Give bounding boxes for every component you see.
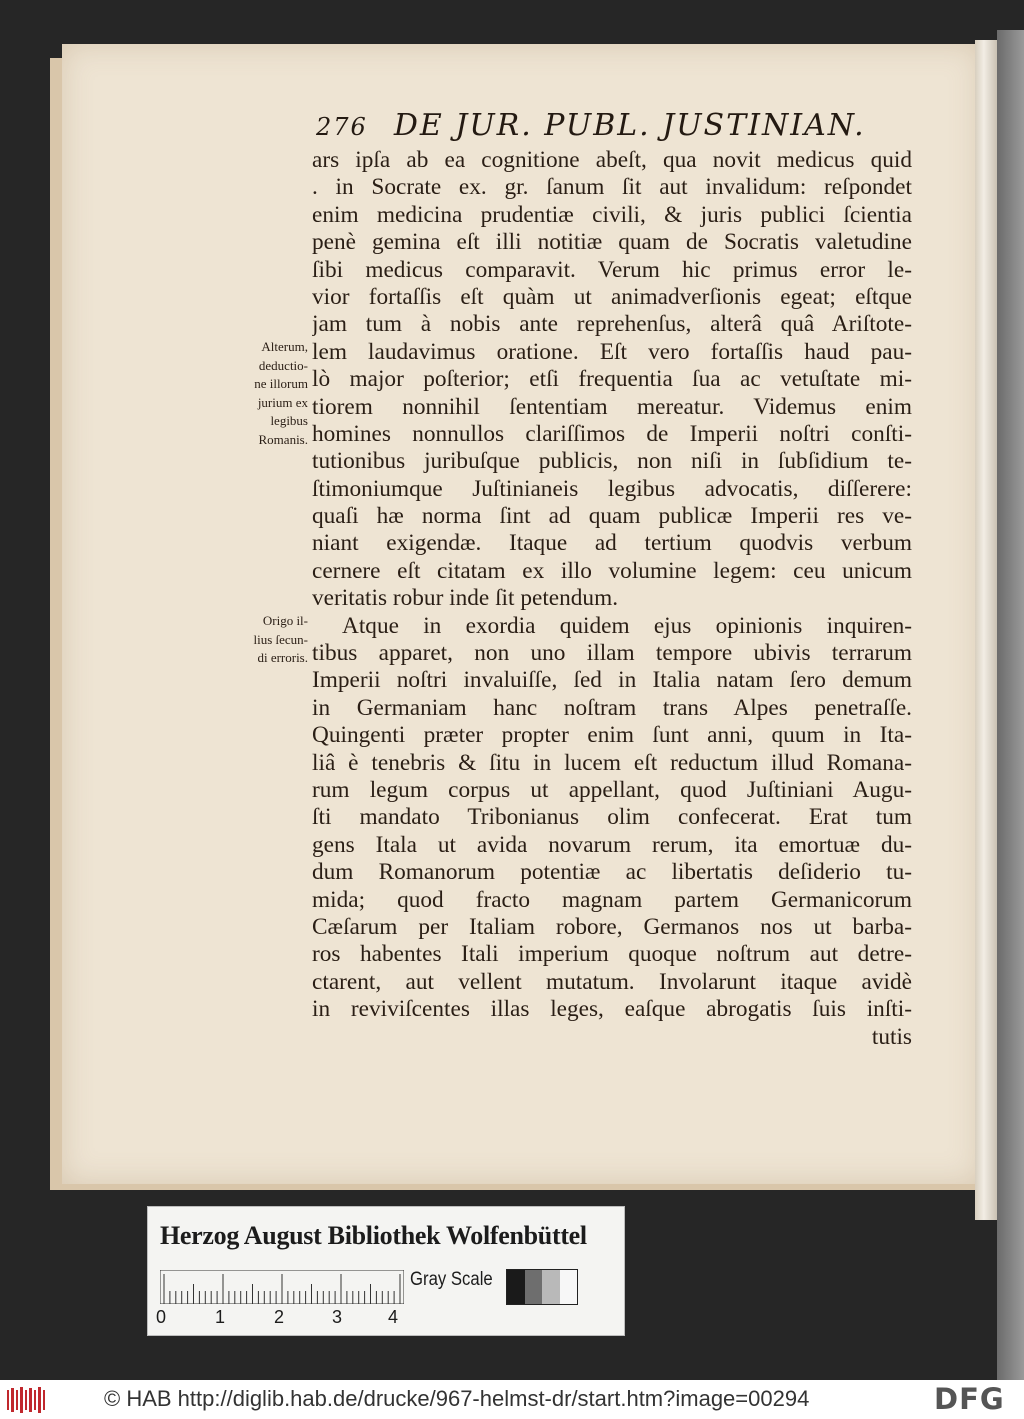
marginal-note-2 [212, 612, 308, 668]
text-line: dum Romanorum potentiæ ac libertatis deſiderio tu- [312, 859, 912, 886]
page-number: 276 [316, 113, 368, 141]
text-line: Imperii noſtri invaluiſſe, ſed in Italia natam ſero demum [312, 667, 912, 694]
text-line: mida; quod fracto magnam partem Germanicorum [312, 886, 912, 913]
marginal-note-1 [212, 338, 308, 449]
text-line: gens Itala ut avida novarum rerum, ita emortuæ du- [312, 831, 912, 858]
dfg-logo: DFG [934, 1382, 1005, 1416]
ruler-number: 2 [274, 1307, 285, 1327]
book-gutter [975, 40, 997, 1220]
marginal-line: jurium ex [257, 394, 308, 410]
text-line: homines nonnullos clariſſimos de Imperii noſtri conſti- [312, 420, 912, 447]
copyright-link[interactable]: © HAB http://diglib.hab.de/drucke/967-helmst-dr/start.htm?image=00294 [104, 1386, 810, 1411]
text-line: rum legum corpus ut appellant, quod Juſtiniani Augu- [312, 776, 912, 803]
scanner-edge [997, 30, 1024, 1380]
text-line: enim medicina prudentiæ civili, & juris publici ſcientia [312, 201, 912, 228]
marginal-line: lius ſecun- [253, 631, 308, 647]
text-line: penè gemina eſt illi notitiæ quam de Socratis valetudine [312, 229, 912, 256]
text-line: cernere eſt citatam ex illo volumine legem: ceu unicum [312, 557, 912, 584]
text-line: niant exigendæ. Itaque ad tertium quodvis verbum [312, 530, 912, 557]
marginal-line: Romanis. [258, 431, 308, 447]
ruler-number: 4 [388, 1307, 399, 1327]
color-reference-card [147, 1206, 625, 1336]
marginal-line: Alterum, [261, 339, 308, 354]
text-line: Atque in exordia quidem ejus opinionis inquiren- [342, 612, 912, 639]
ruler-number: 3 [332, 1307, 343, 1327]
text-line: veritatis robur inde ſit petendum. [312, 585, 619, 612]
text-line: in Germaniam hanc noſtram trans Alpes penetraſſe. [312, 694, 912, 721]
ruler-number: 1 [215, 1307, 226, 1327]
ruler-scale [160, 1270, 404, 1304]
text-line: ſibi medicus comparavit. Verum hic primus error le- [312, 256, 912, 283]
running-title: DE JUR. PUBL. JUSTINIAN. [393, 108, 866, 143]
text-line: Quingenti præter propter enim ſunt anni, quum in Ita- [312, 722, 912, 749]
text-line: tiorem nonnihil ſententiam mereatur. Videmus enim [312, 393, 912, 420]
text-line: ſtimoniumque Juſtinianeis legibus advocatis, diſſerere: [312, 475, 912, 502]
text-line: in reviviſcentes illas leges, eaſque abrogatis ſuis inſti- [312, 996, 912, 1023]
marginal-line: di erroris. [257, 650, 308, 665]
marginal-line: deductio- [258, 357, 308, 373]
text-line: ros habentes Itali imperium quoque noſtrum aut detre- [312, 941, 912, 968]
footer-bar [0, 1380, 1024, 1419]
text-line: tutis [871, 1023, 912, 1050]
marginal-line: ne illorum [254, 376, 308, 391]
text-line: tibus apparet, non uno illam tempore ubivis terrarum [312, 640, 912, 667]
marginal-line: Origo il- [262, 613, 308, 628]
gray-swatch [560, 1270, 578, 1304]
gray-scale-label: Gray Scale [410, 1269, 493, 1290]
running-header [316, 108, 916, 143]
gray-swatch [525, 1270, 543, 1304]
text-line: quaſi hæ norma ſint ad quam publicæ Imperii res ve- [312, 503, 912, 530]
text-line: lem laudavimus oratione. Eſt vero fortaſſis haud pau- [312, 338, 912, 365]
library-name: Herzog August Bibliothek Wolfenbüttel [160, 1221, 587, 1250]
marginal-line: legibus [270, 413, 308, 428]
text-line: ſti mandato Tribonianus olim confecerat. Erat tum [312, 804, 912, 831]
ruler-number: 0 [156, 1307, 167, 1327]
gray-scale-swatches [506, 1269, 578, 1305]
gray-swatch [507, 1270, 525, 1304]
text-line: . in Socrate ex. gr. ſanum ſit aut invalidum: reſpondet [312, 174, 912, 201]
main-text [312, 147, 912, 1051]
text-line: lò major poſterior; etſi frequentia ſua ac vetuſtate mi- [312, 366, 912, 393]
text-line: vior fortaſſis eſt quàm ut animadverſionis egeat; eſtque [312, 283, 912, 310]
text-line: tutionibus juribuſque publicis, non niſi in ſubſidium te- [312, 448, 912, 475]
text-line: jam tum à nobis ante reprehenſus, alterâ quâ Ariſtote- [312, 311, 912, 338]
text-line: liâ è tenebris & ſitu in lucem eſt reductum illud Romana- [312, 749, 912, 776]
barcode-icon [6, 1386, 48, 1414]
gray-swatch [542, 1270, 560, 1304]
text-line: ctarent, aut vellent mutatum. Involarunt itaque avidè [312, 968, 912, 995]
text-line: Cæſarum per Italiam robore, Germanos nos ut barba- [312, 913, 912, 940]
text-line: ars ipſa ab ea cognitione abeſt, qua novit medicus quid [312, 147, 912, 173]
